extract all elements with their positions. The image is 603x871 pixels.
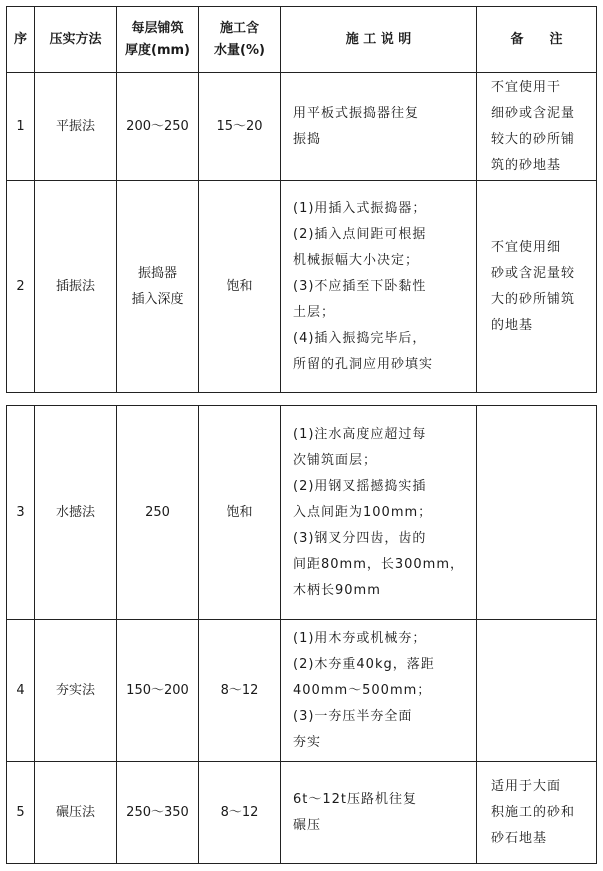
note-line: 积施工的砂和	[491, 804, 576, 820]
header-method: 压实方法	[35, 7, 117, 73]
description-cell	[281, 181, 477, 393]
method-cell: 碾压法	[35, 762, 117, 864]
description-line: 碾压	[293, 817, 322, 833]
description-cell	[281, 406, 477, 620]
description-line: (1)注水高度应超过每	[293, 426, 427, 442]
row-number: 5	[7, 762, 35, 864]
header-row	[7, 7, 597, 73]
description-line: 6t～12t压路机往复	[293, 791, 418, 807]
table-part-1	[6, 6, 597, 393]
header-water-line2: 水量(%)	[214, 42, 265, 58]
note-cell	[477, 406, 597, 620]
note-line: 不宜使用细	[491, 239, 562, 255]
thickness-line: 250～350	[126, 804, 189, 820]
thickness-line: 150～200	[126, 682, 189, 698]
description-line: (3)一夯压半夯全面	[293, 708, 413, 724]
description-line: (1)用木夯或机械夯；	[293, 630, 427, 646]
thickness-line: 200～250	[126, 118, 189, 134]
thickness-line: 250	[145, 504, 170, 520]
row-number: 3	[7, 406, 35, 620]
note-line: 筑的砂地基	[491, 157, 562, 173]
water-content-cell: 饱和	[199, 406, 281, 620]
description-line: 次铺筑面层；	[293, 452, 378, 468]
description-line: 振捣	[293, 131, 322, 147]
thickness-line: 振捣器	[137, 265, 177, 281]
note-line: 细砂或含泥量	[491, 105, 576, 121]
description-line: 用平板式振捣器往复	[293, 105, 420, 121]
description-line: 400mm～500mm；	[293, 682, 432, 698]
header-no: 序	[7, 7, 35, 73]
note-line: 较大的砂所铺	[491, 131, 576, 147]
table-part-2	[6, 405, 597, 864]
header-thickness-line2: 厚度(mm)	[125, 42, 190, 58]
thickness-cell	[117, 73, 199, 181]
note-line: 砂或含泥量较	[491, 265, 576, 281]
description-line: 机械振幅大小决定；	[293, 252, 420, 268]
thickness-cell	[117, 762, 199, 864]
note-line: 的地基	[491, 317, 534, 333]
description-line: (3)不应插至下卧黏性	[293, 278, 427, 294]
thickness-line: 插入深度	[131, 291, 184, 307]
note-line: 大的砂所铺筑	[491, 291, 576, 307]
description-line: 间距80mm，长300mm，	[293, 556, 465, 572]
description-line: (1)用插入式振捣器；	[293, 200, 427, 216]
description-line: (2)用钢叉摇撼捣实插	[293, 478, 427, 494]
description-cell	[281, 620, 477, 762]
table-row	[7, 406, 597, 620]
thickness-cell	[117, 181, 199, 393]
header-thickness	[117, 7, 199, 73]
table-row	[7, 762, 597, 864]
water-content-cell: 8～12	[199, 762, 281, 864]
note-cell	[477, 620, 597, 762]
water-content-cell: 15～20	[199, 73, 281, 181]
water-content-cell: 8～12	[199, 620, 281, 762]
method-cell: 平振法	[35, 73, 117, 181]
description-line: 入点间距为100mm；	[293, 504, 433, 520]
note-line: 砂石地基	[491, 830, 548, 846]
note-cell	[477, 73, 597, 181]
description-line: 夯实	[293, 734, 322, 750]
description-line: (2)插入点间距可根据	[293, 226, 427, 242]
description-cell	[281, 73, 477, 181]
row-number: 4	[7, 620, 35, 762]
water-content-cell: 饱和	[199, 181, 281, 393]
description-line: (4)插入振捣完毕后，	[293, 330, 427, 346]
row-number: 1	[7, 73, 35, 181]
description-line: 木柄长90mm	[293, 582, 381, 598]
note-cell	[477, 181, 597, 393]
table-row	[7, 620, 597, 762]
description-line: (2)木夯重40kg，落距	[293, 656, 435, 672]
header-water-line1: 施工含	[219, 20, 259, 36]
method-cell: 插振法	[35, 181, 117, 393]
method-cell: 夯实法	[35, 620, 117, 762]
thickness-cell	[117, 406, 199, 620]
row-number: 2	[7, 181, 35, 393]
thickness-cell	[117, 620, 199, 762]
note-line: 适用于大面	[491, 778, 562, 794]
description-cell	[281, 762, 477, 864]
method-cell: 水撼法	[35, 406, 117, 620]
header-thickness-line1: 每层铺筑	[131, 20, 184, 36]
table-row	[7, 73, 597, 181]
header-desc: 施 工 说 明	[281, 7, 477, 73]
description-line: 土层；	[293, 304, 336, 320]
description-line: 所留的孔洞应用砂填实	[293, 356, 434, 372]
note-line: 不宜使用干	[491, 79, 562, 95]
header-water	[199, 7, 281, 73]
description-line: (3)钢叉分四齿，齿的	[293, 530, 427, 546]
note-cell	[477, 762, 597, 864]
header-note: 备 注	[477, 7, 597, 73]
table-row	[7, 181, 597, 393]
